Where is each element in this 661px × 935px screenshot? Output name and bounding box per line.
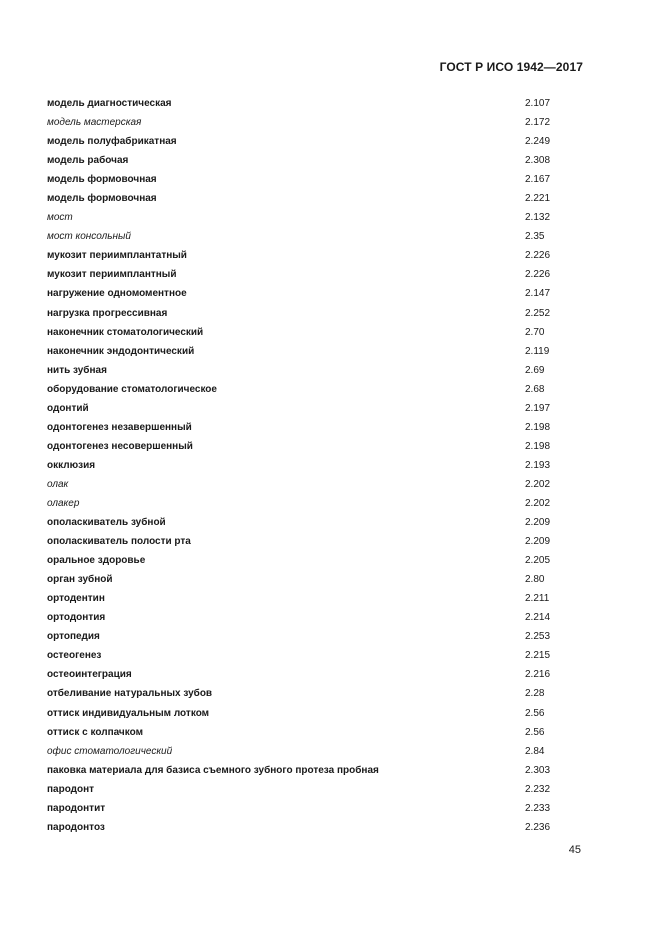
index-reference: 2.209 <box>525 536 551 548</box>
term-index-list <box>47 94 587 837</box>
index-reference: 2.253 <box>525 631 551 643</box>
index-reference: 2.198 <box>525 440 551 452</box>
index-reference: 2.68 <box>525 383 545 395</box>
index-reference: 2.209 <box>525 517 551 529</box>
index-entry <box>47 475 587 494</box>
index-term: одонтогенез несовершенный <box>47 440 193 452</box>
index-term: ортодонтия <box>47 612 106 624</box>
index-term: наконечник стоматологический <box>47 326 204 338</box>
index-reference: 2.226 <box>525 250 551 262</box>
index-reference: 2.232 <box>525 783 551 795</box>
index-term: остеогенез <box>47 650 102 662</box>
index-term: олакер <box>47 498 80 509</box>
index-term: мост консольный <box>47 231 131 243</box>
index-reference: 2.56 <box>525 707 545 719</box>
index-reference: 2.236 <box>525 821 551 833</box>
index-term: нагрузка прогрессивная <box>47 307 168 319</box>
index-term: модель формовочная <box>47 174 157 186</box>
index-entry <box>47 742 587 761</box>
index-reference: 2.119 <box>525 345 550 357</box>
index-entry <box>47 780 587 799</box>
index-reference: 2.197 <box>525 402 551 414</box>
index-term: нагружение одномоментное <box>47 288 187 300</box>
index-term: мост <box>47 212 73 224</box>
index-entry <box>47 323 587 342</box>
index-entry <box>47 361 587 380</box>
index-reference: 2.193 <box>525 459 551 471</box>
index-entry <box>47 437 587 456</box>
index-reference: 2.70 <box>525 326 545 338</box>
index-reference: 2.28 <box>525 688 545 700</box>
index-reference: 2.226 <box>525 269 551 281</box>
index-entry <box>47 208 587 227</box>
index-reference: 2.80 <box>525 574 545 586</box>
index-entry <box>47 113 587 132</box>
index-term: нить зубная <box>47 364 107 376</box>
index-entry <box>47 665 587 684</box>
index-term: олак <box>47 478 69 490</box>
index-term: мукозит периимплантатный <box>47 250 187 262</box>
index-entry <box>47 513 587 532</box>
index-entry <box>47 704 587 723</box>
index-reference: 2.303 <box>525 764 551 776</box>
index-entry <box>47 532 587 551</box>
index-reference: 2.147 <box>525 288 551 300</box>
index-reference: 2.216 <box>525 669 551 681</box>
index-term: пародонт <box>47 783 95 795</box>
index-term: ополаскиватель полости рта <box>47 536 191 548</box>
index-entry <box>47 94 587 113</box>
index-entry <box>47 418 587 437</box>
index-reference: 2.249 <box>525 136 551 148</box>
index-reference: 2.211 <box>525 593 550 605</box>
index-reference: 2.84 <box>525 745 545 757</box>
index-term: оборудование стоматологическое <box>47 383 217 395</box>
index-term: ополаскиватель зубной <box>47 517 166 529</box>
index-term: орган зубной <box>47 574 113 586</box>
index-entry <box>47 170 587 189</box>
index-term: одонтогенез незавершенный <box>47 421 192 433</box>
index-term: оральное здоровье <box>47 555 146 567</box>
index-entry <box>47 132 587 151</box>
index-entry <box>47 589 587 608</box>
index-entry <box>47 380 587 399</box>
index-term: оттиск с колпачком <box>47 726 143 738</box>
index-term: модель рабочая <box>47 155 129 167</box>
index-term: оттиск индивидуальным лотком <box>47 707 210 719</box>
index-entry <box>47 456 587 475</box>
index-entry <box>47 684 587 703</box>
index-entry <box>47 818 587 837</box>
index-reference: 2.205 <box>525 555 551 567</box>
index-entry <box>47 189 587 208</box>
index-reference: 2.233 <box>525 802 551 814</box>
index-reference: 2.202 <box>525 478 551 490</box>
index-entry <box>47 799 587 818</box>
index-entry <box>47 570 587 589</box>
index-entry <box>47 265 587 284</box>
index-term: окклюзия <box>47 459 96 471</box>
index-term: отбеливание натуральных зубов <box>47 688 213 700</box>
index-term: мукозит периимплантный <box>47 269 177 281</box>
index-term: паковка материала для базиса съемного зубного протеза пробная <box>47 764 379 776</box>
index-reference: 2.215 <box>525 650 551 662</box>
index-entry <box>47 399 587 418</box>
index-entry <box>47 646 587 665</box>
page-number: 45 <box>568 844 581 856</box>
index-entry <box>47 304 587 323</box>
index-entry <box>47 342 587 361</box>
index-term: модель формовочная <box>47 193 157 205</box>
index-term: ортопедия <box>47 631 100 643</box>
index-reference: 2.107 <box>525 98 551 110</box>
index-entry <box>47 284 587 303</box>
index-reference: 2.69 <box>525 364 545 376</box>
index-reference: 2.198 <box>525 421 551 433</box>
index-reference: 2.172 <box>525 117 551 129</box>
index-term: пародонтоз <box>47 821 105 833</box>
index-entry <box>47 723 587 742</box>
index-entry <box>47 608 587 627</box>
index-term: ортодентин <box>47 593 105 605</box>
index-entry <box>47 227 587 246</box>
index-term: модель диагностическая <box>47 98 172 110</box>
index-reference: 2.308 <box>525 155 551 167</box>
index-term: офис стоматологический <box>47 745 173 757</box>
index-term: модель мастерская <box>47 117 142 129</box>
index-term: одонтий <box>47 402 89 414</box>
index-reference: 2.214 <box>525 612 551 624</box>
index-reference: 2.56 <box>525 726 545 738</box>
index-term: наконечник эндодонтический <box>47 345 195 357</box>
index-reference: 2.252 <box>525 307 551 319</box>
index-term: модель полуфабрикатная <box>47 136 177 148</box>
index-reference: 2.132 <box>525 212 551 224</box>
index-entry <box>47 494 587 513</box>
index-reference: 2.202 <box>525 498 551 509</box>
document-header: ГОСТ Р ИСО 1942—2017 <box>439 60 583 74</box>
index-entry <box>47 551 587 570</box>
index-entry <box>47 761 587 780</box>
index-reference: 2.167 <box>525 174 551 186</box>
index-entry <box>47 246 587 265</box>
index-reference: 2.221 <box>525 193 551 205</box>
index-entry <box>47 151 587 170</box>
index-term: пародонтит <box>47 802 106 814</box>
index-reference: 2.35 <box>525 231 545 243</box>
index-entry <box>47 627 587 646</box>
index-term: остеоинтеграция <box>47 669 132 681</box>
